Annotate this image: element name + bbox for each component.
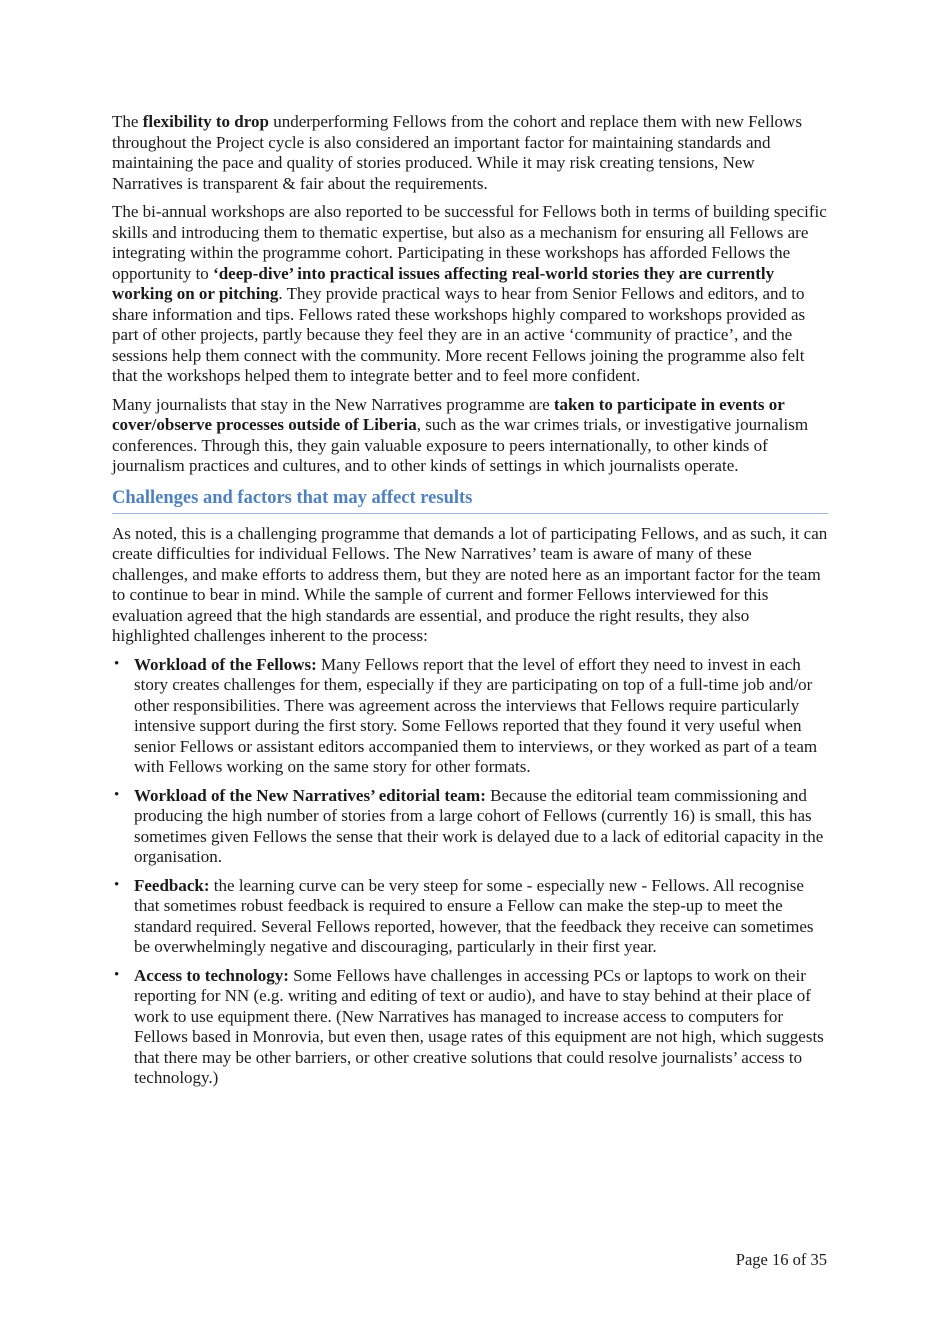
section-heading-challenges: Challenges and factors that may affect results <box>112 487 828 514</box>
paragraph-biannual-workshops <box>112 202 828 387</box>
bullet-text: Because the editorial team commissioning and producing the high number of stories from a large cohort of Fellows (currently 16) is small, this has sometimes given Fellows the sense that their work is delayed due to a lack of editorial capacity in the organisation. <box>134 785 824 866</box>
text-run: The <box>112 112 143 131</box>
list-item-feedback <box>112 876 828 958</box>
bullet-icon: • <box>114 786 120 803</box>
bullet-text: Many Fellows report that the level of effort they need to invest in each story creates challenges for them, especially if they are participating on top of a full-time job and/or other responsibilities. There was agreement across the interviews that Fellows require particularly intensive support during the first story. Some Fellows reported that they found it very useful when senior Fellows or assistant editors accompanied them to interviews, or they worked as part of a team with Fellows working on the same story for other formats. <box>134 654 818 776</box>
text-run: , such as the war crimes trials, or investigative journalism conferences. Through this, they gain valuable exposure to peers internationally, to other kinds of journalism practices and cultures, and to other kinds of settings in which journalists operate. <box>112 415 809 475</box>
text-run: . They provide practical ways to hear from Senior Fellows and editors, and to share information and tips. Fellows rated these workshops highly compared to workshops provided as part of other projects, partly because they feel they are in an active ‘community of practice’, and the sessions help them connect with the community. More recent Fellows joining the programme also felt that the workshops helped them to integrate better and to feel more confident. <box>112 284 806 385</box>
text-run: The bi-annual workshops are also reported to be successful for Fellows both in terms of building specific skills and introducing them to thematic expertise, but also as a mechanism for ensuring all Fellows are integrating within the programme cohort. Participating in these workshops has afforded Fellows the opportunity to <box>112 202 827 283</box>
text-run: Many journalists that stay in the New Narratives programme are <box>112 394 554 414</box>
bullet-icon: • <box>114 966 120 983</box>
page-number: Page 16 of 35 <box>735 1250 827 1269</box>
bullet-label: Feedback: <box>134 875 210 895</box>
challenges-bullet-list <box>112 655 828 1089</box>
bullet-label: Workload of the Fellows: <box>134 654 317 674</box>
list-item-workload-fellows <box>112 655 828 778</box>
bullet-label: Access to technology: <box>134 965 289 985</box>
text-run: underperforming Fellows from the cohort and replace them with new Fellows throughout the Project cycle is also considered an important factor for maintaining standards and maintaining the pace and quality of stories produced. While it may risk creating tensions, New Narratives is transparent & fair about the requirements. <box>112 112 802 193</box>
bullet-label: Workload of the New Narratives’ editorial team: <box>134 785 486 805</box>
bold-run: taken to participate in events or cover/observe processes outside of Liberia <box>112 394 785 434</box>
list-item-access-to-technology <box>112 966 828 1089</box>
text-run: As noted, this is a challenging programme that demands a lot of participating Fellows, and as such, it can create difficulties for individual Fellows. The New Narratives’ team is aware of many of these challenges, and make efforts to address them, but they are noted here as an important factor for the team to continue to bear in mind. While the sample of current and former Fellows interviewed for this evaluation agreed that the high standards are essential, and produce the right results, they also highlighted challenges inherent to the process: <box>112 523 828 645</box>
paragraph-international-exposure <box>112 395 828 477</box>
bullet-icon: • <box>114 876 120 893</box>
paragraph-flexibility-to-drop <box>112 112 828 194</box>
page-content <box>112 112 828 1097</box>
bold-run: ‘deep-dive’ into practical issues affecting real-world stories they are currently working on or pitching <box>112 263 775 303</box>
bullet-icon: • <box>114 655 120 672</box>
paragraph-challenges-intro <box>112 524 828 647</box>
bullet-text: Some Fellows have challenges in accessing PCs or laptops to work on their reporting for NN (e.g. writing and editing of text or audio), and have to stay behind at their place of work to use equipment there. (New Narratives has managed to increase access to computers for Fellows based in Monrovia, but even then, usage rates of this equipment are not high, which suggests that there may be other barriers, or other creative solutions that could resolve journalists’ access to technology.) <box>134 965 824 1087</box>
list-item-workload-editorial-team <box>112 786 828 868</box>
bold-run: flexibility to drop <box>142 112 269 131</box>
bullet-text: the learning curve can be very steep for some - especially new - Fellows. All recognise that sometimes robust feedback is required to ensure a Fellow can make the step-up to meet the standard required. Several Fellows reported, however, that the feedback they receive can sometimes be overwhelmingly negative and discouraging, particularly in their first year. <box>134 875 814 956</box>
